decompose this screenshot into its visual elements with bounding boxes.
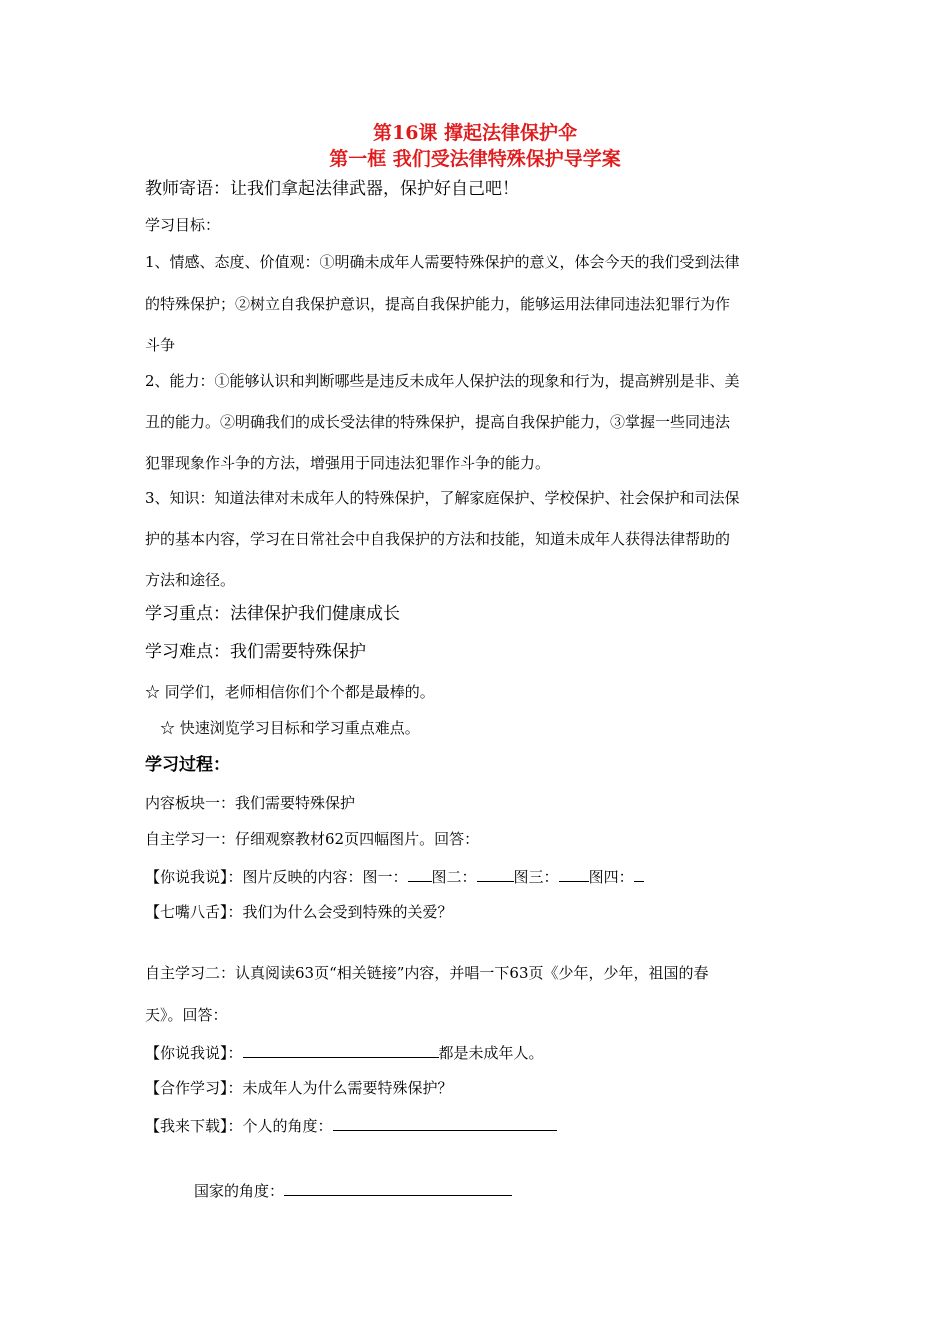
objective-1-line-1: 1、情感、态度、价值观：①明确未成年人需要特殊保护的意义，体会今天的我们受到法律 <box>145 253 740 271</box>
lesson-title: 第16课 撑起法律保护伞 <box>372 122 578 144</box>
self-study-1: 自主学习一：仔细观察教材62页四幅图片。回答： <box>145 830 480 848</box>
objective-2-line-2: 丑的能力。②明确我们的成长受法律的特殊保护，提高自我保护能力，③掌握一些同违法 <box>145 413 731 431</box>
objective-3-line-2: 护的基本内容，学习在日常社会中自我保护的方法和技能，知道未成年人获得法律帮助的 <box>145 530 731 548</box>
figure-2-blank[interactable] <box>477 866 514 882</box>
self-study-2-line-1: 自主学习二：认真阅读63页“相关链接”内容，并唱一下63页《少年，少年，祖国的春 <box>145 964 709 982</box>
module-1-heading: 内容板块一：我们需要特殊保护 <box>145 794 356 812</box>
figure-3-label: 图三： <box>513 868 559 886</box>
difficult-point: 学习难点：我们需要特殊保护 <box>145 642 366 662</box>
objective-1-line-2: 的特殊保护；②树立自我保护意识，提高自我保护能力，能够运用法律同违法犯罪行为作 <box>145 295 731 313</box>
teacher-message: 教师寄语：让我们拿起法律武器，保护好自己吧！ <box>145 179 519 199</box>
ni-shuo-wo-shuo-2-row <box>145 1042 544 1063</box>
national-angle-row <box>194 1180 512 1201</box>
objective-2-line-1: 2、能力：①能够认识和判断哪些是违反未成年人保护法的现象和行为，提高辨别是非、美 <box>145 372 740 390</box>
objective-2-line-3: 犯罪现象作斗争的方法，增强用于同违法犯罪作斗争的能力。 <box>145 454 551 472</box>
he-zuo-xue-xi-row <box>145 1078 453 1098</box>
star-line-1: ☆ 同学们，老师相信你们个个都是最棒的。 <box>145 683 435 701</box>
minor-definition-blank[interactable] <box>243 1042 439 1058</box>
figure-prompt: 图片反映的内容：图一： <box>242 868 408 886</box>
he-zuo-xue-xi-text: 未成年人为什么需要特殊保护？ <box>242 1079 453 1097</box>
he-zuo-xue-xi-label: 【合作学习】： <box>145 1079 243 1097</box>
figure-4-label: 图四： <box>588 868 634 886</box>
objective-3-line-3: 方法和途径。 <box>145 571 236 589</box>
ni-shuo-wo-shuo-2-after: 都是未成年人。 <box>438 1044 544 1062</box>
wo-lai-xia-zai-row <box>145 1115 557 1136</box>
objective-1-line-3: 斗争 <box>145 336 176 354</box>
process-heading: 学习过程： <box>145 755 230 775</box>
section-title: 第一框 我们受法律特殊保护导学案 <box>329 148 621 170</box>
objective-3-line-1: 3、知识：知道法律对未成年人的特殊保护，了解家庭保护、学校保护、社会保护和司法保 <box>145 489 740 507</box>
qi-zui-ba-she-row <box>145 902 453 922</box>
key-point: 学习重点：法律保护我们健康成长 <box>145 604 400 624</box>
wo-lai-xia-zai-label: 【我来下载】： <box>145 1117 243 1135</box>
figure-3-blank[interactable] <box>559 866 589 882</box>
national-angle-label: 国家的角度： <box>194 1182 285 1200</box>
ni-shuo-wo-shuo-2-label: 【你说我说】： <box>145 1044 243 1062</box>
figure-4-blank[interactable] <box>634 866 644 882</box>
self-study-2-line-2: 天》。回答： <box>145 1006 228 1024</box>
ni-shuo-wo-shuo-label: 【你说我说】： <box>145 868 243 886</box>
qi-zui-ba-she-label: 【七嘴八舌】： <box>145 903 243 921</box>
figure-2-label: 图二： <box>431 868 477 886</box>
personal-angle-label: 个人的角度： <box>242 1117 333 1135</box>
qi-zui-ba-she-text: 我们为什么会受到特殊的关爱？ <box>242 903 453 921</box>
personal-angle-blank[interactable] <box>333 1115 557 1131</box>
national-angle-blank[interactable] <box>284 1180 512 1196</box>
objectives-heading: 学习目标： <box>145 216 221 234</box>
star-line-2: ☆ 快速浏览学习目标和学习重点难点。 <box>160 719 420 737</box>
figure-1-blank[interactable] <box>408 866 432 882</box>
ni-shuo-wo-shuo-row <box>145 866 644 887</box>
